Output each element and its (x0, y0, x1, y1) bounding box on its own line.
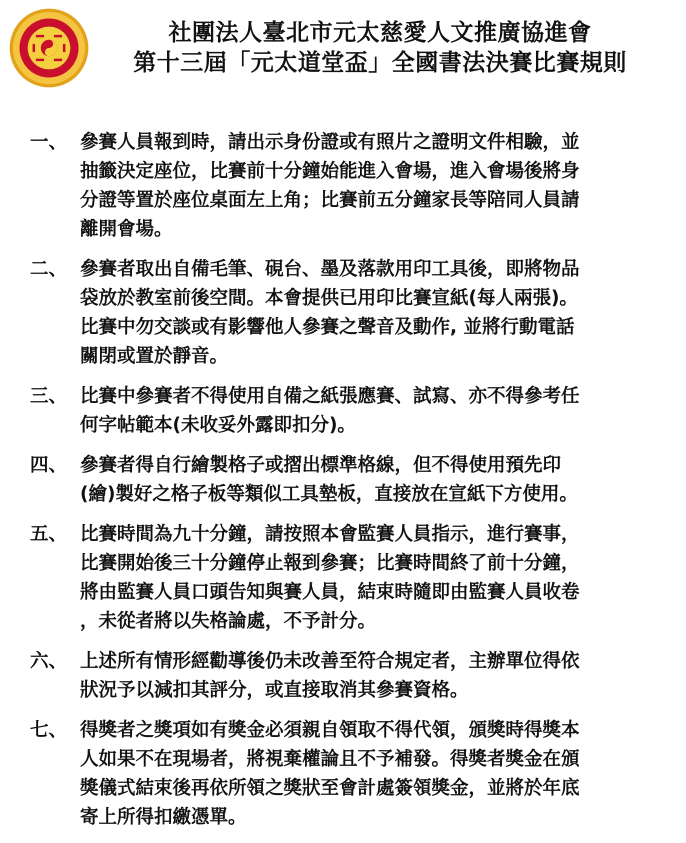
rule-item-2 (30, 255, 662, 371)
rule-text (80, 451, 662, 509)
rule-line: 袋放於教室前後空間。本會提供已用印比賽宣紙(每人兩張)。 (80, 288, 578, 309)
rule-line: 抽籤決定座位，比賽前十分鐘始能進入會場，進入會場後將身 (80, 161, 580, 182)
rule-line: 參賽人員報到時，請出示身份證或有照片之證明文件相驗，並 (80, 132, 580, 153)
rule-item-3 (30, 382, 662, 440)
rule-number: 七、 (30, 720, 68, 741)
rule-line: 比賽中參賽者不得使用自備之紙張應賽、試寫、亦不得參考任 (80, 386, 580, 407)
rule-line: 比賽中勿交談或有影響他人參賽之聲音及動作, 並將行動電話 (80, 317, 575, 338)
title-block (100, 18, 660, 78)
rule-line: 狀況予以減扣其評分，或直接取消其參賽資格。 (80, 680, 469, 701)
rule-text (80, 382, 662, 440)
rule-number: 六、 (30, 651, 68, 672)
rule-line: 將由監賽人員口頭告知與賽人員，結束時隨即由監賽人員收卷 (80, 582, 580, 603)
rule-line: 關閉或置於靜音。 (80, 346, 229, 367)
rules-list (30, 128, 662, 843)
document-title-competition: 第十三屆「元太道堂盃」全國書法決賽比賽規則 (133, 50, 627, 76)
rule-line: 獎儀式結束後再依所領之獎狀至會計處簽領獎金，並將於年底 (80, 778, 580, 799)
rule-item-4 (30, 451, 662, 509)
rule-line: 分證等置於座位桌面左上角；比賽前五分鐘家長等陪同人員請 (80, 190, 580, 211)
document-header (0, 0, 686, 100)
rule-text (80, 255, 662, 371)
rule-line: 比賽開始後三十分鐘停止報到參賽；比賽時間終了前十分鐘， (80, 553, 580, 574)
rule-number: 一、 (30, 132, 68, 153)
rule-item-6 (30, 647, 662, 705)
rule-item-1 (30, 128, 662, 244)
document-title-organization: 社團法人臺北市元太慈愛人文推廣協進會 (168, 20, 592, 46)
rule-line: 人如果不在現場者，將視棄權論且不予補發。得獎者獎金在頒 (80, 749, 580, 770)
rule-number: 五、 (30, 524, 68, 545)
rule-text (80, 128, 662, 244)
rule-number: 二、 (30, 259, 68, 280)
rule-number: 三、 (30, 386, 68, 407)
rule-line: 參賽者取出自備毛筆、硯台、墨及落款用印工具後，即將物品 (80, 259, 580, 280)
rule-text (80, 716, 662, 832)
rule-item-5 (30, 520, 662, 636)
rule-line: 得獎者之獎項如有獎金必須親自領取不得代領，頒獎時得獎本 (80, 720, 580, 741)
rule-line: (繪)製好之格子板等類似工具墊板，直接放在宣紙下方使用。 (80, 484, 578, 505)
association-seal-icon (8, 7, 90, 89)
rule-text (80, 520, 662, 636)
rule-line: 何字帖範本(未收妥外露即扣分)。 (80, 415, 356, 436)
rule-item-7 (30, 716, 662, 832)
rule-line: 參賽者得自行繪製格子或摺出標準格線，但不得使用預先印 (80, 455, 562, 476)
rule-line: 離開會場。 (80, 219, 173, 240)
rule-line: 寄上所得扣繳憑單。 (80, 807, 247, 828)
rule-line: 比賽時間為九十分鐘，請按照本會監賽人員指示，進行賽事， (80, 524, 580, 545)
rule-line: 上述所有情形經勸導後仍未改善至符合規定者，主辦單位得依 (80, 651, 580, 672)
rule-text (80, 647, 662, 705)
rule-number: 四、 (30, 455, 68, 476)
rule-line: ，未從者將以失格論處，不予計分。 (80, 611, 377, 632)
